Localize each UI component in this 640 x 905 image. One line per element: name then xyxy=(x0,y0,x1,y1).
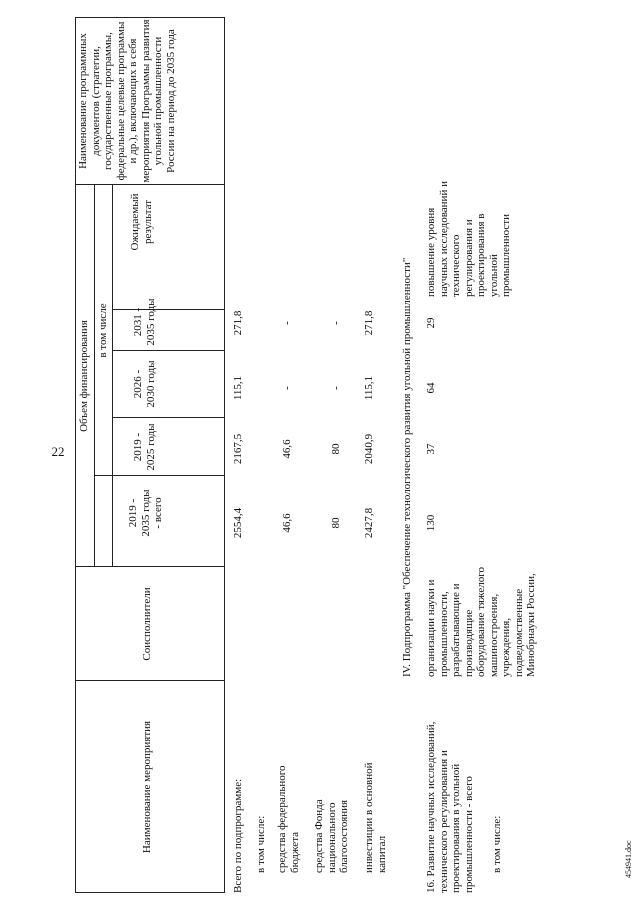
divider-p2-p3 xyxy=(112,350,225,351)
header-period-2031-2035: 2031 - 2035 годы xyxy=(132,298,157,346)
row-federal-budget-p1: 46,6 xyxy=(281,439,293,459)
funding-table xyxy=(75,15,639,893)
row-total-p2: 115,1 xyxy=(232,375,244,401)
row-welfare-fund-label: средства Фонда национального благосостояния xyxy=(313,799,350,873)
measure-16-result: повышение уровня научных исследований и технического регулирования и проектирования в угольной промышленности xyxy=(425,181,512,297)
row-total-value: 2554,4 xyxy=(232,507,244,539)
row-total-label: Всего по подпрограмме: xyxy=(232,778,244,893)
including-group-divider xyxy=(112,185,113,567)
table-top-border xyxy=(75,18,76,893)
measure-16-including: в том числе: xyxy=(491,815,503,873)
row-investments-p3: 271,8 xyxy=(363,310,375,336)
page-number: 22 xyxy=(51,444,65,459)
divider-p3-result xyxy=(112,309,225,310)
row-investments-p2: 115,1 xyxy=(363,375,375,401)
measure-16-p1: 37 xyxy=(425,443,437,455)
row-federal-budget-label: средства федерального бюджета xyxy=(276,765,301,873)
document-reference: 454941.doc xyxy=(624,840,633,878)
row-investments-label: инвестиции в основной капитал xyxy=(363,762,388,873)
row-welfare-fund-p1: 80 xyxy=(330,443,342,455)
measure-16-p2: 64 xyxy=(425,382,437,394)
header-program-documents: Наименование программных документов (стратегии, государственные программы, федеральные целевые программы и др.), включающих в себя мероприятия Программы развития угольной промышленности России на период до 2035 года xyxy=(77,19,177,183)
row-total-p3: 271,8 xyxy=(232,310,244,336)
header-executors: Соисполнители xyxy=(141,587,153,661)
row-federal-budget-p2: - xyxy=(281,386,293,390)
divider-p1-p2 xyxy=(112,417,225,418)
measure-16-total: 130 xyxy=(425,514,437,532)
row-federal-budget-total: 46,6 xyxy=(281,513,293,533)
row-investments-total: 2427,8 xyxy=(363,507,375,539)
header-period-2019-2025: 2019 - 2025 годы xyxy=(132,423,157,471)
row-welfare-fund-total: 80 xyxy=(330,517,342,529)
row-federal-budget-p3: - xyxy=(281,321,293,325)
subprogram-title: IV. Подпрограмма "Обеспечение технологического развития угольной промышленности" xyxy=(401,257,413,677)
header-expected-result: Ожидаемый результат xyxy=(129,193,154,251)
row-welfare-fund-p2: - xyxy=(330,386,342,390)
row-welfare-fund-p3: - xyxy=(330,321,342,325)
header-including: в том числе xyxy=(97,303,109,358)
divider-total-periods xyxy=(94,475,225,476)
header-total: 2019 - 2035 годы - всего xyxy=(127,489,164,537)
header-funding: Объем финансирования xyxy=(78,320,90,432)
header-measure: Наименование мероприятия xyxy=(141,720,153,854)
measure-16-name: 16. Развитие научных исследований, технического регулирования и проектирования в угольной промышленности - всего xyxy=(425,721,475,893)
measure-16-executors: организации науки и промышленности, разрабатывающие и производящие оборудование тяжелого машиностроения, учреждения, подведомственные Минобрнауки России, xyxy=(425,567,537,677)
row-total-p1: 2167,5 xyxy=(232,433,244,465)
table-right-border xyxy=(75,17,225,18)
funding-group-divider xyxy=(94,185,95,567)
header-period-2026-2030: 2026 - 2030 годы xyxy=(132,360,157,408)
measure-16-p3: 29 xyxy=(425,317,437,329)
row-including-label: в том числе: xyxy=(255,815,267,873)
header-bottom-border xyxy=(224,18,225,893)
row-investments-p1: 2040,9 xyxy=(363,433,375,465)
